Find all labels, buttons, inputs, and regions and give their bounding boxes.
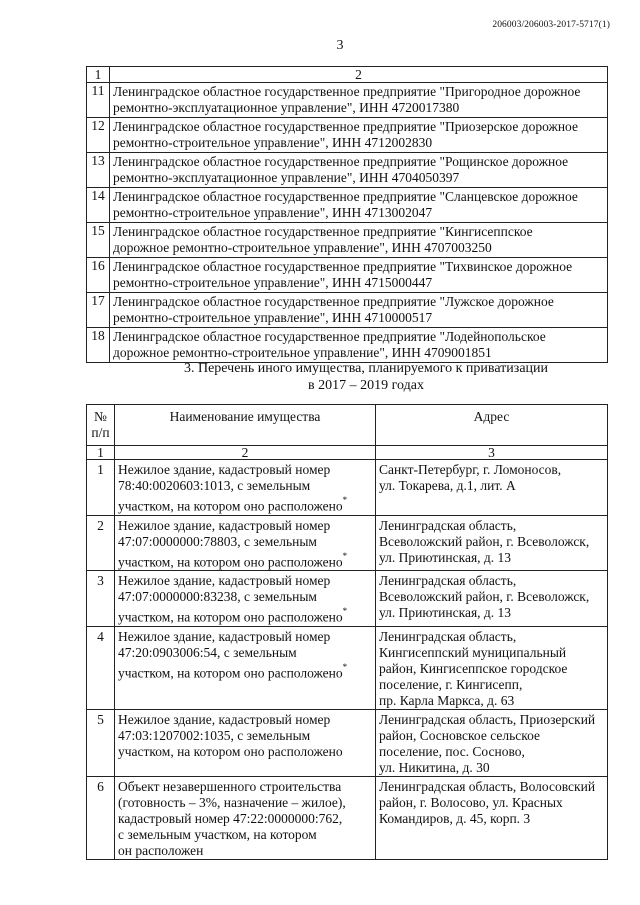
property-table: [86, 404, 608, 860]
table-row: [87, 153, 608, 188]
property-address: [376, 460, 608, 516]
property-address: [376, 709, 608, 776]
property-address-line: Ленинградская область,: [379, 573, 517, 588]
property-name-text: Нежилое здание, кадастровый номер: [118, 462, 331, 477]
property-address-line: Ленинградская область,: [379, 628, 517, 644]
row-number: 16: [87, 258, 110, 293]
property-name-line: [118, 518, 372, 534]
property-address-line: поселение, пос. Сосново,: [379, 743, 525, 759]
property-name: [115, 626, 376, 709]
property-address: [376, 571, 608, 627]
property-address-line: Санкт-Петербург, г. Ломоносов,: [379, 462, 562, 477]
property-address: [376, 776, 608, 859]
column-header-number-line-2: п/п: [91, 425, 110, 440]
property-name-line: [118, 605, 372, 626]
footnote-mark: *: [342, 550, 348, 561]
enterprise-name: [110, 328, 608, 363]
row-number: 17: [87, 293, 110, 328]
row-number: 2: [87, 515, 115, 571]
footnote-mark: *: [342, 606, 348, 616]
enterprise-name-line: Ленинградское областное государственное предприятие "Лужское дорожное: [113, 294, 554, 309]
enterprise-name-line: ремонтно-эксплуатационное управление", ИНН 4704050397: [113, 170, 460, 185]
column-index-3: 3: [376, 446, 608, 460]
section-title: [0, 360, 640, 394]
enterprise-name: [110, 223, 608, 258]
enterprise-name-line: Ленинградское областное государственное предприятие "Рощинское дорожное: [113, 154, 569, 169]
row-number: 15: [87, 223, 110, 258]
enterprise-name-line: Ленинградское областное государственное предприятие "Лодейнопольское: [113, 329, 546, 344]
table-index-row: [87, 446, 608, 460]
row-number: 1: [87, 460, 115, 516]
property-address-line: ул. Приютинская, д. 13: [379, 605, 512, 620]
enterprise-name: [110, 188, 608, 223]
property-name-text: участком, на котором оно расположено: [118, 665, 343, 680]
table-row: [87, 293, 608, 328]
enterprise-name-line: ремонтно-строительное управление", ИНН 4712002830: [113, 135, 433, 150]
enterprise-name-line: Ленинградское областное государственное предприятие "Тихвинское дорожное: [113, 259, 573, 274]
row-number: 11: [87, 83, 110, 118]
enterprise-name-line: ремонтно-строительное управление", ИНН 4713002047: [113, 205, 433, 220]
property-name-text: 78:40:0020603:1013, с земельным: [118, 478, 311, 493]
enterprise-name: [110, 153, 608, 188]
property-name-text: он расположен: [118, 842, 204, 858]
enterprise-name-line: Ленинградское областное государственное предприятие "Пригородное дорожное: [113, 84, 581, 99]
property-name-text: кадастровый номер 47:22:0000000:762,: [118, 810, 343, 826]
table-header-row: [87, 67, 608, 83]
table-row: [87, 776, 608, 859]
property-address-line: Ленинградская область, Приозерский: [379, 711, 596, 727]
property-name-text: участком, на котором оно расположено: [118, 609, 343, 625]
enterprise-name: [110, 293, 608, 328]
property-name-text: с земельным участком, на котором: [118, 826, 317, 842]
column-header-address: Адрес: [376, 405, 608, 446]
section-title-line-1: 3. Перечень иного имущества, планируемого к приватизации: [183, 361, 549, 376]
property-name-line: [118, 589, 372, 605]
property-address-line: Ленинградская область, Волосовский: [379, 778, 596, 794]
column-index-2: 2: [110, 67, 608, 83]
column-index-2: 2: [115, 446, 376, 460]
table-row: [87, 460, 608, 516]
property-address-line: ул. Токарева, д.1, лит. А: [379, 478, 516, 493]
property-address: [376, 515, 608, 571]
column-header-name: Наименование имущества: [115, 405, 376, 446]
table-row: [87, 709, 608, 776]
property-address-line: Командиров, д. 45, корп. 3: [379, 810, 531, 826]
property-name-text: участком, на котором оно расположено: [118, 498, 343, 514]
property-name-line: [118, 779, 372, 795]
footnote-mark: *: [342, 661, 348, 672]
row-number: 18: [87, 328, 110, 363]
property-name-line: [118, 744, 372, 760]
property-name-text: 47:03:1207002:1035, с земельным: [118, 727, 311, 743]
enterprise-name-line: дорожное ремонтно-строительное управление", ИНН 4709001851: [113, 345, 492, 360]
property-address-line: поселение, г. Кингисепп,: [379, 676, 523, 692]
enterprises-table: [86, 66, 608, 363]
property-address-line: Кингисеппский муниципальный: [379, 644, 567, 660]
property-address: [376, 626, 608, 709]
property-name-line: [118, 827, 372, 843]
property-name-line: [118, 645, 372, 661]
table-row: [87, 571, 608, 627]
table-header-row: [87, 405, 608, 446]
property-name-text: (готовность – 3%, назначение – жилое),: [118, 794, 346, 810]
table-row: [87, 83, 608, 118]
enterprise-name: [110, 258, 608, 293]
property-name-text: 47:07:0000000:83238, с земельным: [118, 589, 317, 604]
page-number: 3: [336, 38, 344, 53]
property-name-text: Нежилое здание, кадастровый номер: [118, 628, 331, 644]
column-header-number-line-1: №: [94, 409, 107, 424]
property-name-text: участком, на котором оно расположено: [118, 743, 343, 759]
table-row: [87, 188, 608, 223]
row-number: 3: [87, 571, 115, 627]
property-name-text: 47:07:0000000:78803, с земельным: [118, 533, 317, 549]
property-name-line: [118, 712, 372, 728]
table-row: [87, 118, 608, 153]
property-name: [115, 776, 376, 859]
property-name: [115, 460, 376, 516]
enterprise-name-line: Ленинградское областное государственное предприятие "Приозерское дорожное: [113, 119, 578, 134]
property-address-line: район, Кингисеппское городское: [379, 660, 568, 676]
column-header-number: [87, 405, 115, 446]
enterprise-name-line: Ленинградское областное государственное предприятие "Кингисеппское: [113, 224, 533, 239]
property-name-text: Нежилое здание, кадастровый номер: [118, 573, 331, 588]
enterprise-name: [110, 118, 608, 153]
enterprise-name-line: Ленинградское областное государственное предприятие "Сланцевское дорожное: [113, 189, 578, 204]
row-number: 6: [87, 776, 115, 859]
row-number: 5: [87, 709, 115, 776]
property-name-line: [118, 494, 372, 515]
property-name-line: [118, 534, 372, 550]
property-name-text: Нежилое здание, кадастровый номер: [118, 711, 331, 727]
property-name-line: [118, 478, 372, 494]
property-address-line: ул. Никитина, д. 30: [379, 759, 490, 775]
property-name-line: [118, 573, 372, 589]
enterprise-name-line: дорожное ремонтно-строительное управление", ИНН 4707003250: [113, 240, 492, 255]
property-name-text: Объект незавершенного строительства: [118, 778, 342, 794]
property-name-text: 47:20:0903006:54, с земельным: [118, 644, 297, 660]
enterprise-name-line: ремонтно-строительное управление", ИНН 4710000517: [113, 310, 433, 325]
enterprise-name-line: ремонтно-эксплуатационное управление", ИНН 4720017380: [113, 100, 460, 115]
row-number: 13: [87, 153, 110, 188]
table-row: [87, 258, 608, 293]
enterprise-name: [110, 83, 608, 118]
property-name-line: [118, 728, 372, 744]
table-row: [87, 328, 608, 363]
row-number: 14: [87, 188, 110, 223]
property-name: [115, 515, 376, 571]
property-name-line: [118, 795, 372, 811]
property-address-line: район, Сосновское сельское: [379, 727, 541, 743]
property-name-text: Нежилое здание, кадастровый номер: [118, 517, 331, 533]
property-name-line: [118, 462, 372, 478]
property-name-line: [118, 811, 372, 827]
enterprise-name-line: ремонтно-строительное управление", ИНН 4715000447: [113, 275, 433, 290]
property-address-line: Всеволожский район, г. Всеволожск,: [379, 589, 590, 604]
column-index-1: 1: [87, 67, 110, 83]
table-row: [87, 626, 608, 709]
row-number: 12: [87, 118, 110, 153]
property-address-line: пр. Карла Маркса, д. 63: [379, 692, 515, 708]
property-name-line: [118, 550, 372, 571]
table-row: [87, 515, 608, 571]
property-address-line: Всеволожский район, г. Всеволожск,: [379, 533, 590, 549]
section-title-line-2: в 2017 – 2019 годах: [308, 378, 424, 393]
property-name: [115, 709, 376, 776]
property-name-line: [118, 843, 372, 859]
row-number: 4: [87, 626, 115, 709]
footnote-mark: *: [342, 495, 348, 505]
property-name-text: участком, на котором оно расположено: [118, 554, 343, 569]
table-row: [87, 223, 608, 258]
column-index-1: 1: [87, 446, 115, 460]
property-name-line: [118, 629, 372, 645]
property-address-line: Ленинградская область,: [379, 517, 517, 533]
property-name-line: [118, 661, 372, 682]
document-id: 206003/206003-2017-5717(1): [492, 20, 610, 30]
property-address-line: ул. Приютинская, д. 13: [379, 549, 512, 565]
property-address-line: район, г. Волосово, ул. Красных: [379, 794, 563, 810]
property-name: [115, 571, 376, 627]
